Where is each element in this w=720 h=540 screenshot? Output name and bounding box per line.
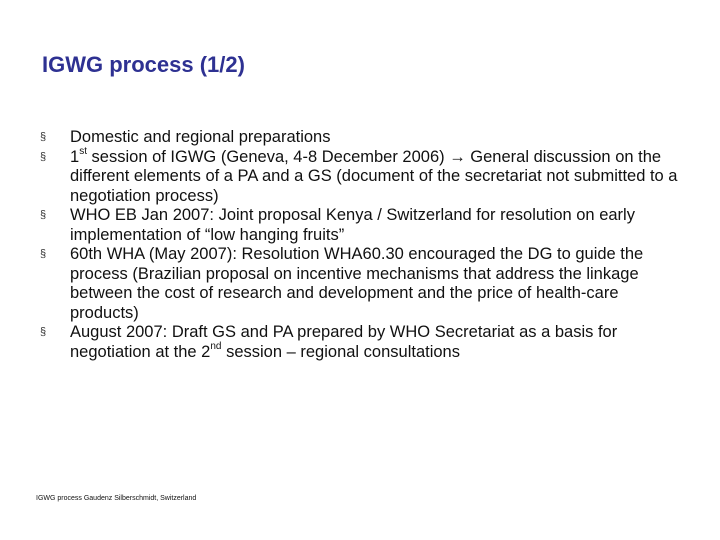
bullet-item [40,323,690,362]
square-bullet-icon: § [40,209,47,221]
square-bullet-icon: § [40,150,47,163]
bullet-text: 60th WHA (May 2007): Resolution WHA60.30 encouraged the DG to guide the process (Brazilian proposal on incentive mechanisms that address the linkage between the cost of research and development and the price of health-care products) [70,245,644,322]
square-bullet-icon: § [40,248,47,260]
bullet-item [40,148,690,207]
bullet-text: August 2007: Draft GS and PA prepared by WHO Secretariat as a basis for negotiation at the 2 [70,323,618,361]
bullet-text-rest: session – regional consultations [221,342,460,361]
bullet-text: Domestic and regional preparations [70,128,331,146]
square-bullet-icon: § [40,326,47,338]
bullet-text-rest: session of IGWG (Geneva, 4-8 December 2006) → General discussion on the different elements of a PA and a GS (document of the secretariat not submitted to a negotiation process) [70,147,678,205]
square-bullet-icon: § [40,131,47,143]
bullet-superscript: st [79,146,87,157]
bullet-text: WHO EB Jan 2007: Joint proposal Kenya / Switzerland for resolution on early implementation of “low hanging fruits” [70,206,635,244]
slide-title: IGWG process (1/2) [42,52,245,77]
bullet-item [40,245,690,323]
bullet-item [40,206,690,245]
footer-note: IGWG process Gaudenz Silberschmidt, Switzerland [36,495,197,502]
bullet-text: 1 [70,147,80,166]
bullet-list [40,128,690,362]
bullet-superscript: nd [210,341,222,352]
bullet-item [40,128,690,148]
